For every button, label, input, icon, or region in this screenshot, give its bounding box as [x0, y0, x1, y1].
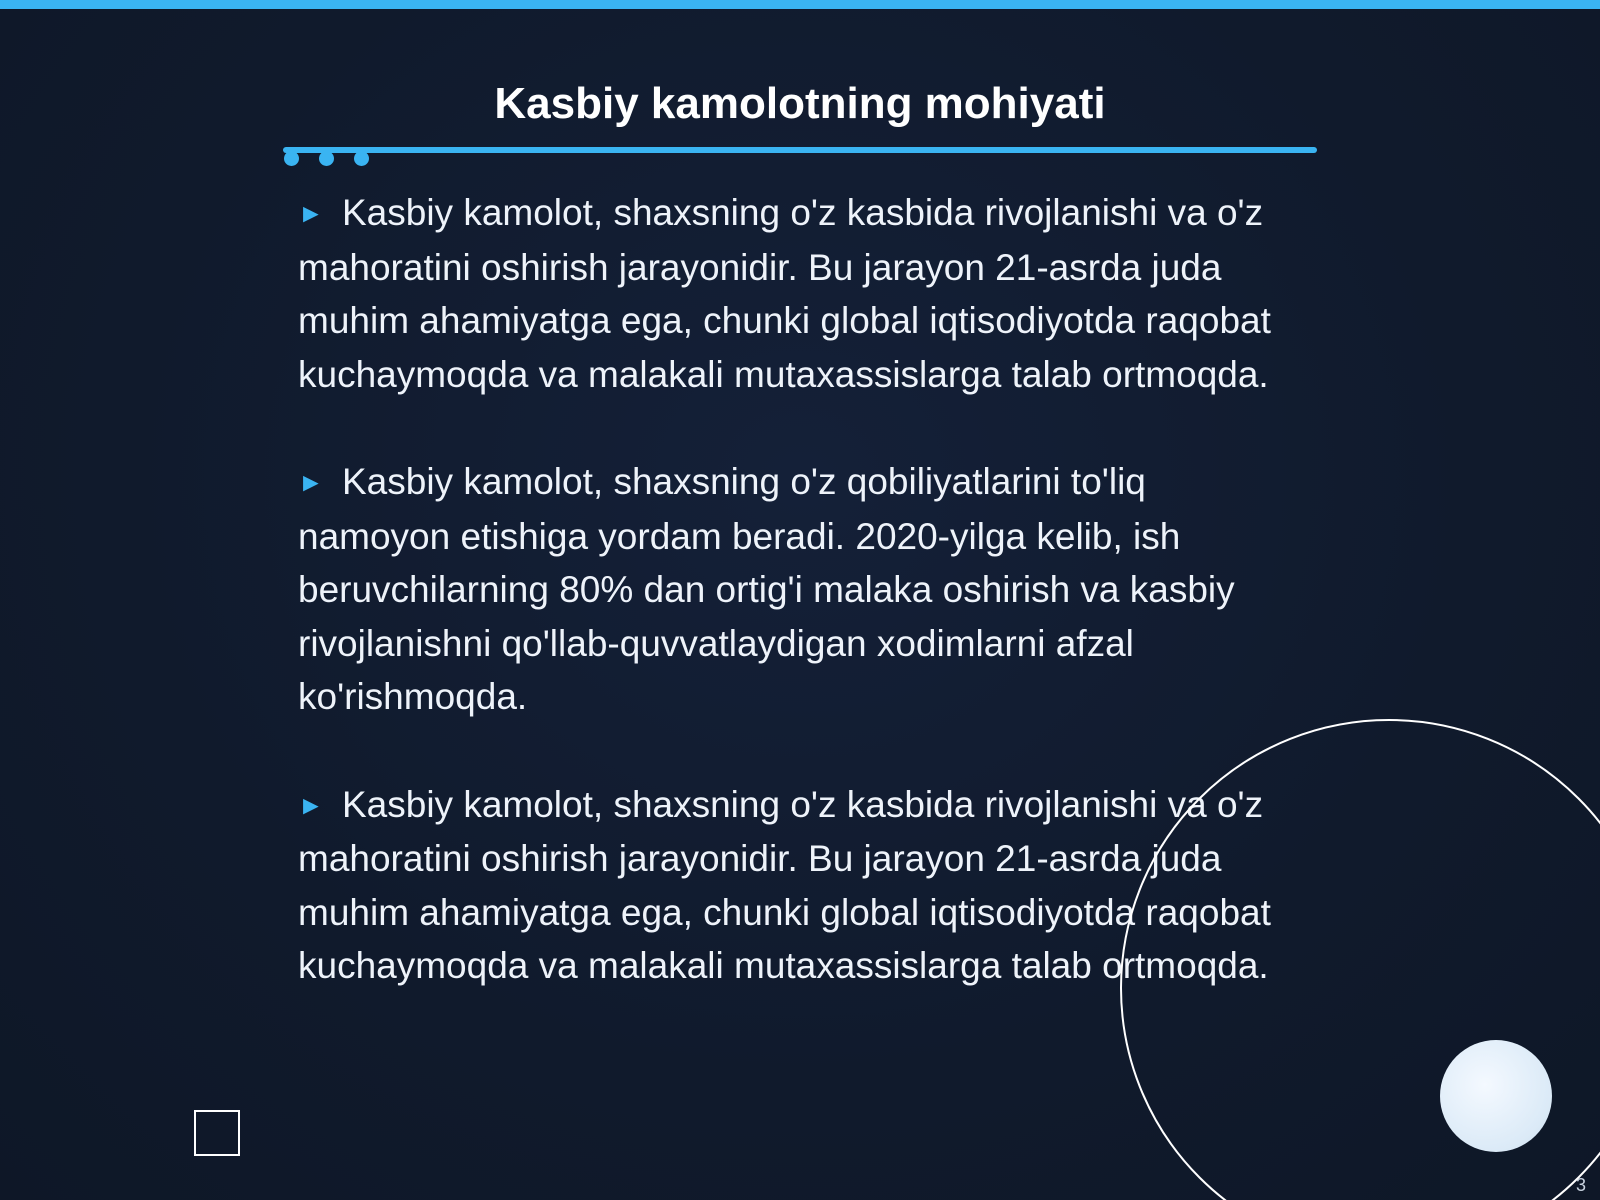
decorative-dot [284, 151, 299, 166]
triangle-bullet-icon: ► [298, 198, 324, 228]
decorative-dot [354, 151, 369, 166]
bullet-text: Kasbiy kamolot, shaxsning o'z qobiliyatlarini to'liq namoyon etishiga yordam beradi. 2020-yilga kelib, ish beruvchilarning 80% dan ortig'i malaka oshirish va kasbiy rivojlanishni qo'llab-quvvatlaydigan xodimlarni afzal ko'rishmoqda. [298, 461, 1235, 717]
slide-page-number: 3 [1575, 1175, 1586, 1195]
decorative-filled-circle [1440, 1040, 1552, 1152]
bullet-item [298, 186, 1298, 401]
triangle-bullet-icon: ► [298, 789, 324, 820]
decorative-square-outline [194, 1110, 240, 1156]
top-accent-bar [0, 0, 1600, 9]
slide-title: Kasbiy kamolotning mohiyati [494, 79, 1106, 128]
bullet-text: Kasbiy kamolot, shaxsning o'z kasbida rivojlanishi va o'z mahoratini oshirish jarayonidir. Bu jarayon 21-asrda juda muhim ahamiyatga ega, chunki global iqtisodiyotda raqobat kuchaymoqda va malakali mutaxassislarga talab ortmoqda. [298, 192, 1271, 395]
bullet-item [298, 455, 1298, 724]
title-underline [283, 147, 1317, 153]
triangle-bullet-icon: ► [298, 467, 324, 497]
bullet-text: Kasbiy kamolot, shaxsning o'z kasbida rivojlanishi va o'z mahoratini oshirish jarayonidir. Bu jarayon 21-asrda juda muhim ahamiyatga ega, chunki global iqtisodiyotda raqobat kuchaymoqda va malakali mutaxassislarga talab ortmoqda. [298, 783, 1271, 986]
decorative-dot [319, 151, 334, 166]
